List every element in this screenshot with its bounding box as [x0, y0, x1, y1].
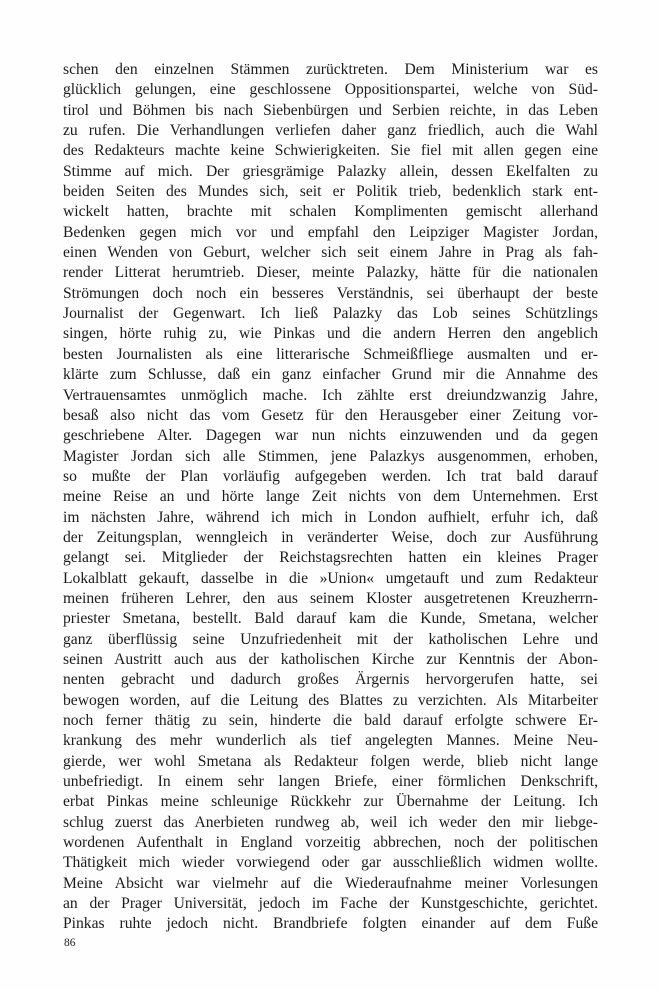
text-line: beiden Seiten des Mundes sich, seit er Politik trieb, bedenklich stark ent- [63, 183, 598, 201]
text-line: gelangt sei. Mitglieder der Reichstagsrechten hatten ein kleines Prager [63, 549, 598, 567]
text-line: zu rufen. Die Verhandlungen verliefen daher ganz friedlich, auch die Wahl [63, 122, 598, 140]
text-line: Pinkas ruhte jedoch nicht. Brandbriefe folgten einander auf dem Fuße [63, 915, 598, 933]
body-text [63, 60, 598, 935]
text-line: ganz überflüssig seine Unzufriedenheit mit der katholischen Lehre und [63, 630, 598, 648]
text-line: unbefriedigt. In einem sehr langen Briefe, einer förmlichen Denkschrift, [63, 773, 598, 791]
text-line: Stimme auf mich. Der griesgrämige Palazky allein, dessen Ekelfalten zu [63, 162, 598, 180]
text-line: so mußte der Plan vorläufig aufgegeben werden. Ich trat bald darauf [63, 467, 598, 485]
text-line: besaß also nicht das vom Gesetz für den Herausgeber einer Zeitung vor- [63, 406, 598, 424]
text-line: singen, hörte ruhig zu, wie Pinkas und die andern Herren den angeblich [63, 325, 598, 343]
text-line: schlug zuerst das Anerbieten rundweg ab, weil ich weder den mir liebge- [63, 813, 598, 831]
text-line: glücklich gelungen, eine geschlossene Oppositionspartei, welche von Süd- [63, 81, 598, 99]
text-line: seinen Austritt auch aus der katholischen Kirche zur Kenntnis der Abon- [63, 650, 598, 668]
text-line: Vertrauensamtes unmöglich mache. Ich zählte erst dreiundzwanzig Jahre, [63, 386, 598, 404]
page-number: 86 [64, 937, 76, 949]
text-line: im nächsten Jahre, während ich mich in London aufhielt, erfuhr ich, daß [63, 508, 598, 526]
text-line: wickelt hatten, brachte mit schalen Komplimenten gemischt allerhand [63, 203, 598, 221]
text-line: Meine Absicht war vielmehr auf die Wiederaufnahme meiner Vorlesungen [63, 874, 598, 892]
text-line: an der Prager Universität, jedoch im Fache der Kunstgeschichte, gerichtet. [63, 895, 598, 913]
text-line: klärte zum Schlusse, daß ein ganz einfacher Grund mir die Annahme des [63, 366, 598, 384]
text-line: meine Reise an und hörte lange Zeit nichts von dem Unternehmen. Erst [63, 488, 598, 506]
text-line: Magister Jordan sich alle Stimmen, jene Palazkys ausgenommen, erhoben, [63, 447, 598, 465]
text-line: erbat Pinkas meine schleunige Rückkehr zur Übernahme der Leitung. Ich [63, 793, 598, 811]
text-line: des Redakteurs machte keine Schwierigkeiten. Sie fiel mit allen gegen eine [63, 142, 598, 160]
text-line: Journalist der Gegenwart. Ich ließ Palazky das Lob seines Schützlings [63, 305, 598, 323]
text-line: wordenen Aufenthalt in England vorzeitig abbrechen, noch der politischen [63, 834, 598, 852]
text-line: render Litterat herumtrieb. Dieser, meinte Palazky, hätte für die nationalen [63, 264, 598, 282]
text-line: einen Wenden von Geburt, welcher sich seit einem Jahre in Prag als fah- [63, 244, 598, 262]
text-line: Thätigkeit mich wieder vorwiegend oder gar ausschließlich widmen wollte. [63, 854, 598, 872]
text-line: noch ferner thätig zu sein, hinderte die bald darauf erfolgte schwere Er- [63, 712, 598, 729]
text-line: tirol und Böhmen bis nach Siebenbürgen und Serbien reichte, in das Leben [63, 101, 598, 119]
text-line: bewogen worden, auf die Leitung des Blattes zu verzichten. Als Mitarbeiter [63, 691, 598, 709]
text-line: schen den einzelnen Stämmen zurücktreten. Dem Ministerium war es [63, 61, 598, 78]
text-line: Lokalblatt gekauft, dasselbe in die »Union« umgetauft und zum Redakteur [63, 569, 598, 587]
text-line: krankung des mehr wunderlich als tief angelegten Mannes. Meine Neu- [63, 732, 598, 750]
text-line: gierde, wer wohl Smetana als Redakteur folgen werde, blieb nicht lange [63, 752, 598, 770]
text-line: Bedenken gegen mich vor und empfahl den Leipziger Magister Jordan, [63, 223, 598, 241]
text-line: der Zeitungsplan, wenngleich in veränderter Weise, doch zur Ausführung [63, 528, 598, 546]
text-line: geschriebene Alter. Dagegen war nun nichts einzuwenden und da gegen [63, 427, 598, 445]
text-line: Strömungen doch noch ein besseres Verständnis, sei überhaupt der beste [63, 284, 598, 302]
text-line: besten Journalisten als eine litterarische Schmeißfliege ausmalten und er- [63, 345, 598, 363]
text-line: nenten gebracht und dadurch großes Ärgernis hervorgerufen hatte, sei [63, 671, 598, 689]
text-line: meinen früheren Lehrer, den aus seinem Kloster ausgetretenen Kreuzherrn- [63, 589, 598, 607]
text-line: priester Smetana, bestellt. Bald darauf kam die Kunde, Smetana, welcher [63, 610, 598, 628]
